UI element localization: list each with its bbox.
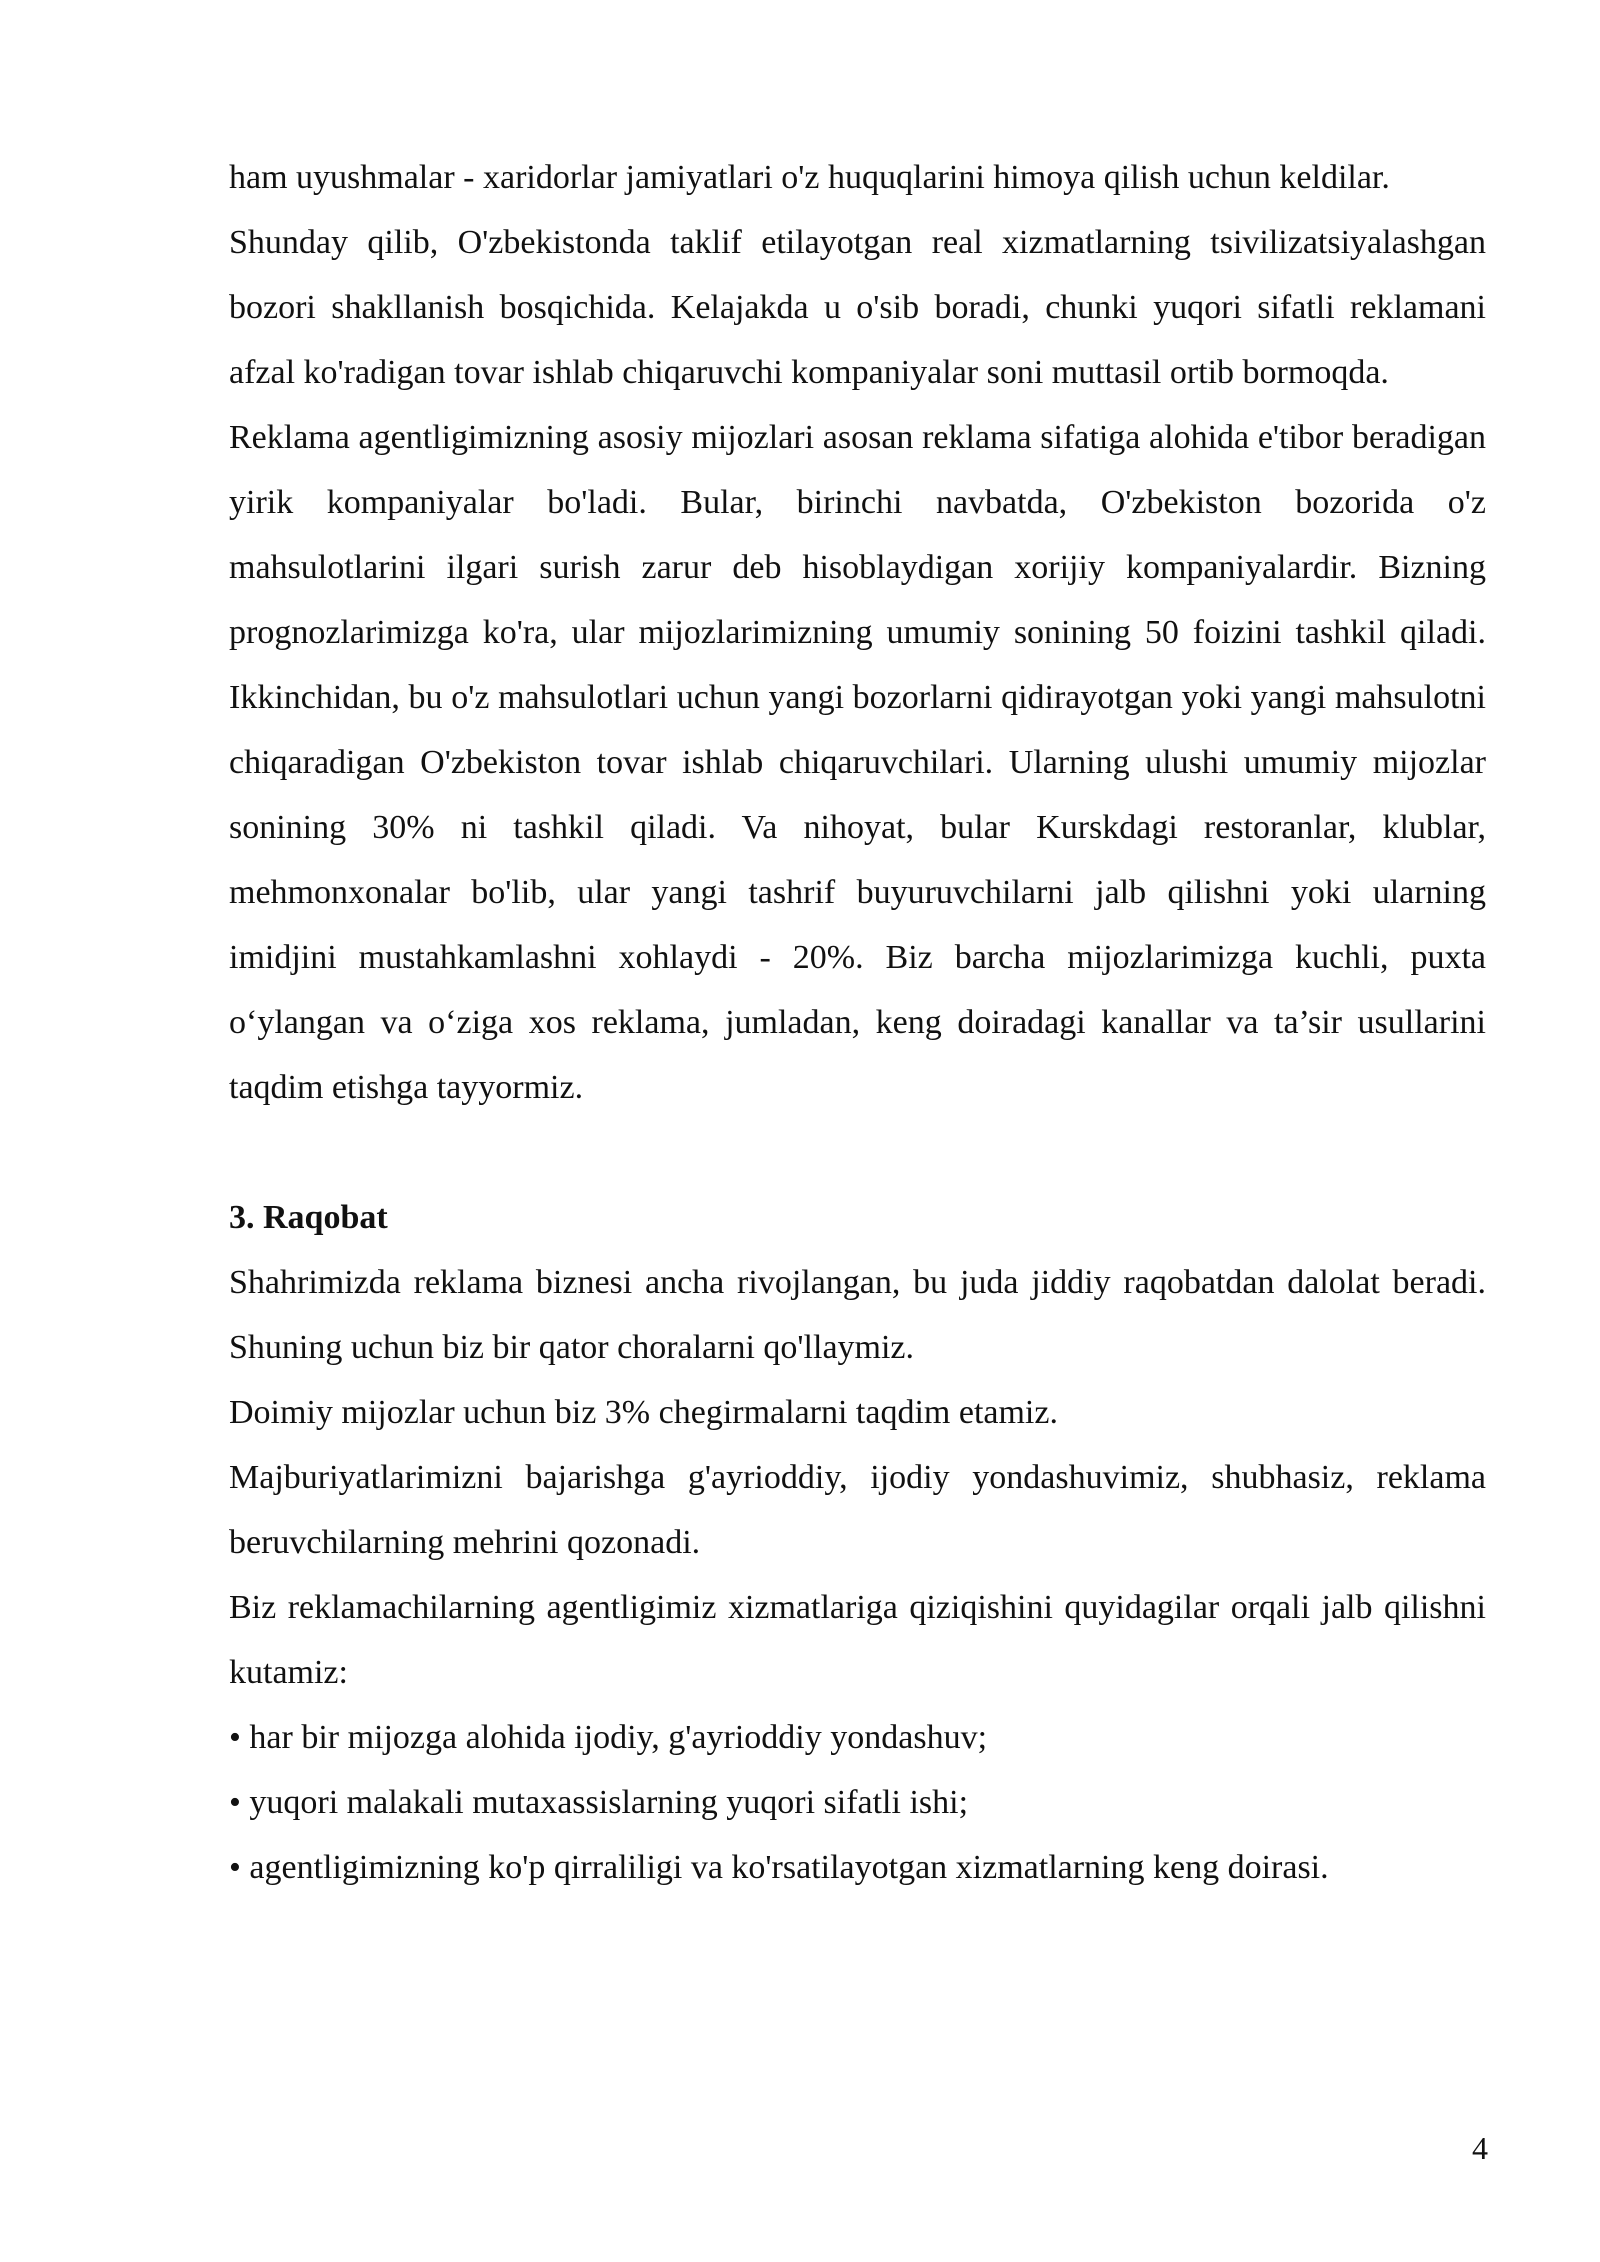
bullet-item-versatility: • agentligimizning ko'p qirraliligi va ko'rsatilayotgan xizmatlarning keng doirasi. — [229, 1849, 1329, 1886]
paragraph-creative-approach: Majburiyatlarimizni bajarishga g'ayrioddiy, ijodiy yondashuvimiz, shubhasiz, reklama beruvchilarning mehrini qozonadi. — [229, 1459, 1486, 1561]
section-spacer — [229, 1120, 1486, 1185]
paragraph-competition-intro: Shahrimizda reklama biznesi ancha rivojlangan, bu juda jiddiy raqobatdan dalolat beradi. Shuning uchun biz bir qator choralarni qo'llaymiz. — [229, 1264, 1486, 1366]
paragraph-consumer-societies: ham uyushmalar - xaridorlar jamiyatlari o'z huquqlarini himoya qilish uchun keldilar. — [229, 159, 1390, 196]
paragraph-market-formation: Shunday qilib, O'zbekistonda taklif etilayotgan real xizmatlarning tsivilizatsiyalashgan bozori shakllanish bosqichida. Kelajakda u o'sib boradi, chunki yuqori sifatli reklamani afzal ko'radigan tovar ishlab chiqaruvchi kompaniyalar soni muttasil ortib bormoqda. — [229, 224, 1486, 391]
bullet-item-individual-approach: • har bir mijozga alohida ijodiy, g'ayrioddiy yondashuv; — [229, 1719, 988, 1756]
paragraph-discount: Doimiy mijozlar uchun biz 3% chegirmalarni taqdim etamiz. — [229, 1394, 1058, 1431]
paragraph-attraction-intro: Biz reklamachilarning agentligimiz xizmatlariga qiziqishini quyidagilar orqali jalb qilishni kutamiz: — [229, 1589, 1486, 1691]
paragraph-main-clients: Reklama agentligimizning asosiy mijozlari asosan reklama sifatiga alohida e'tibor beradigan yirik kompaniyalar bo'ladi. Bular, birinchi navbatda, O'zbekiston bozorida o'z mahsulotlarini ilgari surish zarur deb hisoblaydigan xorijiy kompaniyalardir. Bizning prognozlarimizga ko'ra, ular mijozlarimizning umumiy sonining 50 foizini tashkil qiladi. Ikkinchidan, bu o'z mahsulotlari uchun yangi bozorlarni qidirayotgan yoki yangi mahsulotni chiqaradigan O'zbekiston tovar ishlab chiqaruvchilari. Ularning ulushi umumiy mijozlar sonining 30% ni tashkil qiladi. Va nihoyat, bular Kurskdagi restoranlar, klublar, mehmonxonalar bo'lib, ular yangi tashrif buyuruvchilarni jalb qilishni yoki ularning imidjini mustahkamlashni xohlaydi - 20%. Biz barcha mijozlarimizga kuchli, puxta o‘ylangan va o‘ziga xos reklama, jumladan, keng doiradagi kanallar va ta’sir usullarini taqdim etishga tayyormiz. — [229, 419, 1486, 1106]
page-number: 4 — [1472, 2130, 1488, 2166]
section-heading-competition: 3. Raqobat — [229, 1199, 388, 1236]
page-body — [229, 145, 1486, 1900]
bullet-item-quality-work: • yuqori malakali mutaxassislarning yuqori sifatli ishi; — [229, 1784, 969, 1821]
